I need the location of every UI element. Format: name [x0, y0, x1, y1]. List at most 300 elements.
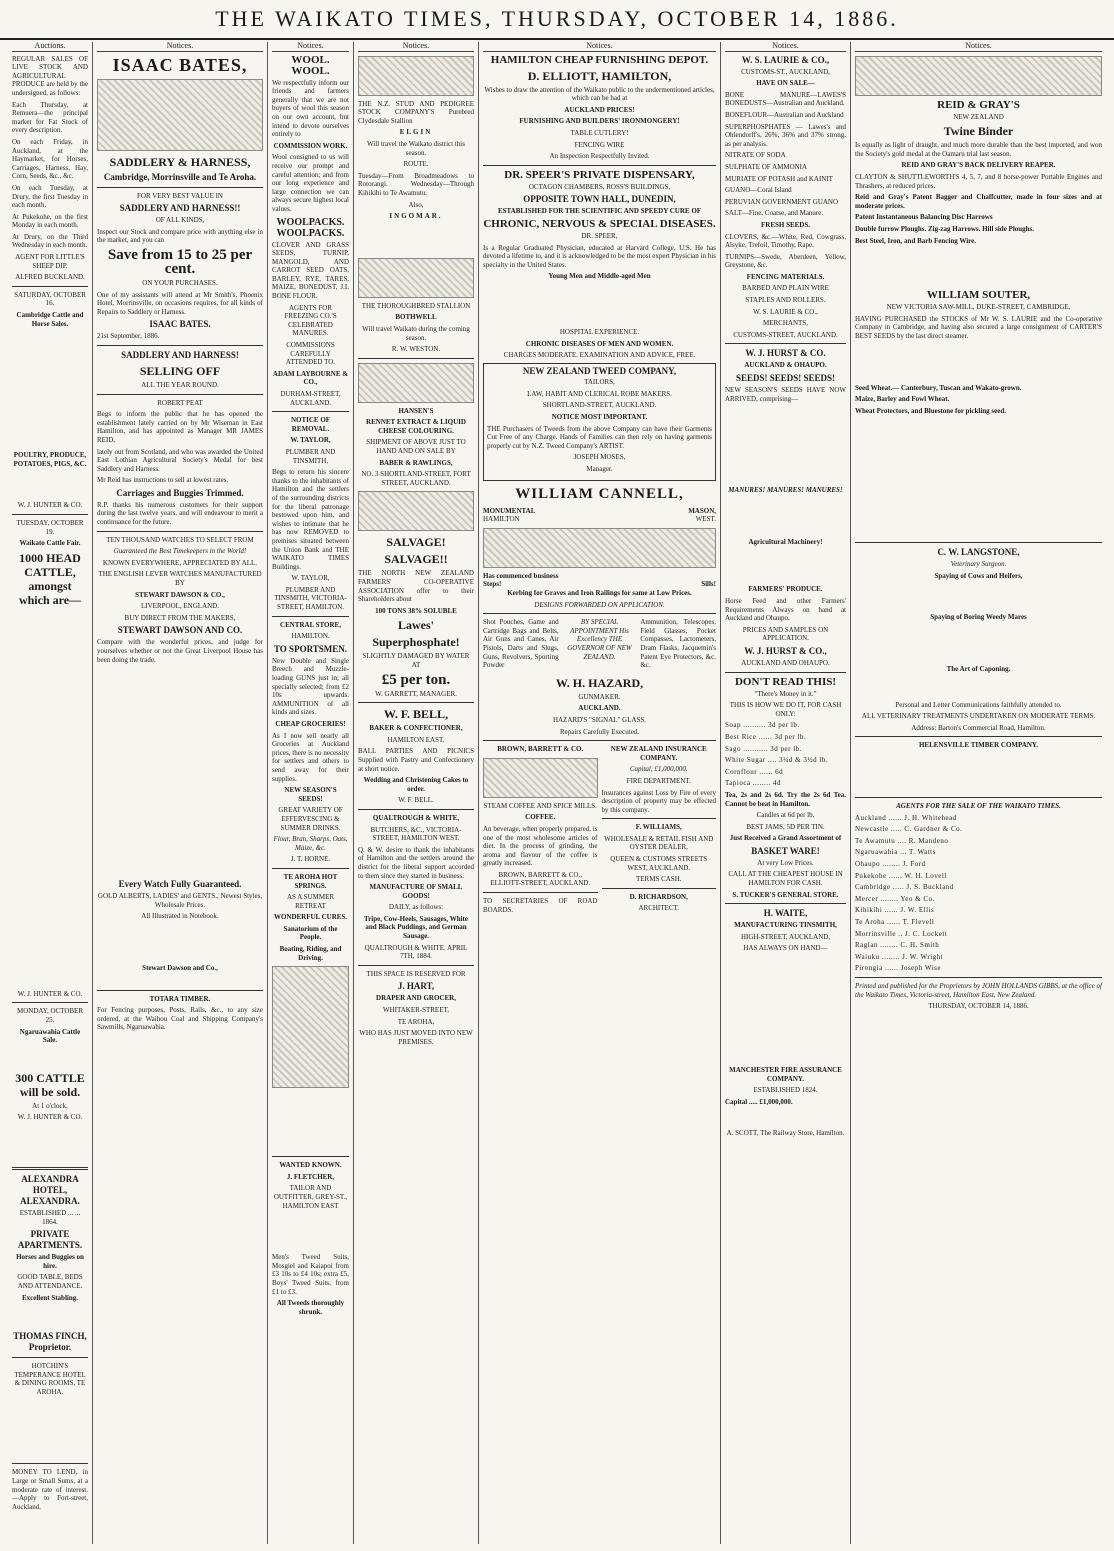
cooperative-seal — [358, 491, 474, 531]
agent-entry: Te Aroha ...... T. Flevell — [855, 917, 935, 926]
auctioneer-name: W. J. HUNTER & CO. — [17, 1113, 83, 1122]
ad-text: Wool consigned to us will receive our prompt and careful attention; and from our long experience and large connection we can always secure highest local values. — [272, 153, 349, 213]
agent-entry: Raglan ........ C. H. Smith — [855, 941, 940, 950]
ad-text: HAMILTON — [483, 515, 520, 524]
ad-text: New Double and Single Breech and Muzzle-loading GUNS just in; all specially selected; from £2 10s upwards. AMMUNITION of all kinds and sizes. — [272, 656, 349, 717]
ad-headline: OPPOSITE TOWN HALL, DUNEDIN, — [523, 194, 676, 205]
stallion-illustration — [358, 56, 474, 96]
agent-entry: Ngaruawahia ... T. Watts — [855, 848, 936, 857]
ad-name: DR. SPEER, — [581, 231, 618, 240]
ad-name: W. TAYLOR, — [290, 436, 331, 445]
horse-name: INGOMAR. — [389, 212, 443, 221]
ad-text: MERCHANTS, — [763, 319, 808, 328]
ad-text: THIS IS HOW WE DO IT, FOR CASH ONLY: — [729, 701, 842, 718]
ad-title: WOOL. WOOL. — [291, 53, 330, 77]
column-heading: Notices. — [272, 42, 349, 52]
ad-name: W. H. HAZARD, — [555, 675, 644, 690]
ad-text: SHORTLAND-STREET, AUCKLAND. — [542, 401, 657, 410]
auction-text: Each Thursday, at Remuera—the principal market for Fat Stock of every description. — [12, 100, 88, 135]
ad-name: F. WILLIAMS, — [635, 823, 682, 832]
stallion-illustration — [358, 258, 474, 298]
sale-date: TUESDAY, OCTOBER 19. — [16, 519, 84, 536]
ad-text: AS A SUMMER RETREAT — [286, 893, 335, 910]
ad-text: Q. & W. desire to thank the inhabitants of Hamilton and the settlers around the district for the liberal support accorded to them since they started in business. — [358, 845, 474, 880]
ad-text: Sanatorium of the People. — [283, 924, 338, 942]
column-heading: Notices. — [358, 42, 474, 52]
ad-text: WHITAKER-STREET, — [383, 1006, 449, 1015]
ad-title: ISAAC BATES, — [112, 54, 248, 75]
ad-text: PLUMBER AND TINSMITH, — [285, 447, 336, 465]
ad-headline: CHEAP GROCERIES! — [275, 720, 346, 728]
ad-text: Stewart Dawson and Co., — [142, 963, 218, 972]
ad-text: SADDLERY AND HARNESS!! — [119, 203, 241, 214]
ad-text: At very Low Prices. — [757, 858, 814, 867]
ad-headline: Superphosphate! — [372, 635, 460, 650]
price-item: Tapioca ........ 4d — [725, 779, 782, 788]
ad-text: Reid and Gray's Patent Bagger and Chaffcutter, made in four sizes and at moderate prices. — [855, 193, 1102, 210]
column-auctions — [8, 42, 92, 1544]
ad-headline: TO SPORTSMEN. — [273, 643, 348, 654]
ad-headline: DON'T READ THIS! — [734, 675, 837, 688]
ad-text: Steps! — [483, 580, 502, 589]
ad-text: "There's Money in it." — [754, 689, 817, 698]
proprietor-name: THOMAS FINCH, Proprietor. — [13, 1331, 87, 1353]
cattle-headline: 300 CATTLE will be sold. — [15, 1070, 85, 1099]
price-item: Cornflour ...... 6d — [725, 767, 784, 776]
agents-heading: AGENTS FOR THE SALE OF THE WAIKATO TIMES. — [896, 802, 1061, 811]
ad-text: HAMILTON EAST. — [387, 735, 445, 744]
ad-name: D. ELLIOTT, HAMILTON, — [527, 68, 672, 83]
ad-text: SUPERPHOSPHATES — Lawes's and Ohlendorff's, 26%, 36% and 37% strong, as per analysis. — [725, 122, 846, 148]
ad-name: H. WAITE, — [763, 908, 808, 919]
ad-headline: CENTRAL STORE, — [280, 620, 341, 629]
ad-text: STAPLES AND ROLLERS. — [745, 296, 826, 305]
ad-title: NEW ZEALAND INSURANCE COMPANY. — [610, 745, 707, 762]
ad-headline: Twine Binder — [943, 124, 1014, 139]
ad-text: One of my assistants will attend at Mr Smith's, Phoenix Hotel, Morrinsville, on occasions requires, for all kinds of Repairs to Saddlery or Harness. — [97, 290, 263, 316]
auction-text: GOOD TABLE, BEDS AND ATTENDANCE. — [17, 1273, 83, 1290]
ad-text: Address: Barton's Commercial Road, Hamilton. — [911, 723, 1046, 732]
agent-list — [855, 814, 1102, 973]
ad-name: BABER & RAWLINGS, — [379, 458, 453, 467]
hazard-grid — [483, 618, 716, 673]
ad-text: Is equally as light of draught, and much more durable than the best imported, and won the Society's gold medal at the Oamaru trial last season. — [855, 141, 1102, 158]
ad-headline: AUCKLAND PRICES! — [564, 105, 635, 114]
auction-text: At Pukekohe, on the first Monday in each month. — [12, 212, 88, 230]
ad-text: lately out from Scotland, and who was awarded the United East Lothian Agricultural Society's Medal for best Saddlery and Harness. — [97, 447, 263, 473]
ad-text: Tripe, Cow-Heels, Sausages, White and Black Puddings, and German Sausage. — [364, 914, 468, 941]
ad-text: HAS ALWAYS ON HAND— — [743, 944, 828, 953]
ad-text: GREAT VARIETY OF EFFERVESCING & SUMMER DRINKS. — [278, 806, 343, 832]
ad-text: OF ALL KINDS, — [155, 216, 205, 225]
ad-headline: SELLING OFF — [139, 363, 221, 378]
ad-text: MANUFACTURING TINSMITH, — [734, 921, 837, 930]
ad-text: THE NORTH NEW ZEALAND FARMERS' CO-OPERATIVE ASSOCIATION offer to their Shareholders about — [358, 569, 474, 604]
column-heading: Notices. — [97, 42, 263, 52]
ad-headline: Save from 15 to 25 per cent. — [107, 246, 253, 277]
ad-text: SALT—Fine, Coarse, and Manure. — [725, 209, 824, 218]
ad-text: THIS SPACE IS RESERVED FOR — [366, 969, 466, 978]
ad-name: ADAM LAYBOURNE & CO., — [272, 369, 349, 387]
ad-text: CUSTOMS-STREET, AUCKLAND. — [733, 330, 838, 339]
ad-text: NO. 3 SHORTLAND-STREET, FORT STREET, AUCKLAND. — [361, 470, 471, 487]
ad-headline: REID AND GRAY'S BACK DELIVERY REAPER. — [901, 161, 1056, 170]
ad-name: QUALTROUGH & WHITE, — [372, 813, 460, 822]
ad-text: Ammunition, Telescopes, Field Glasses, Pocket Compasses, Lactometers, Dram Flasks, Jacquemin's Patent Eye Protectors, &c. &c. — [640, 618, 716, 670]
ad-headline: COFFEE. — [525, 813, 556, 822]
ad-text: R.P. thanks his numerous customers for their support during the last twelve years, and will endeavour to merit a continuance for the future. — [97, 500, 263, 527]
ad-text: Tea, 2s and 2s 6d. Try the 2s 6d Tea. Cannot be beat in Hamilton. — [725, 790, 846, 808]
ad-text: THE Purchasers of Tweeds from the above Company can have their Garments Cut Free of any Charge. Hands of Families can then rely on having garments properly cut by N.Z. Tweed Company's ARTIST. — [487, 424, 712, 450]
hotel-name: ALEXANDRA HOTEL, ALEXANDRA. — [20, 1173, 80, 1206]
ad-text: CLOVERS, &c.—White, Red, Cowgrass, Alsyke, Trefoil, Timothy, Rape. — [725, 232, 846, 250]
ad-text: DURHAM-STREET, AUCKLAND. — [280, 390, 341, 407]
ad-text: CHARGES MODERATE. EXAMINATION AND ADVICE, FREE. — [503, 351, 696, 360]
ad-subtitle: Cambridge, Morrinsville and Te Aroha. — [103, 171, 257, 182]
ad-text: Will travel Waikato during the coming season. — [362, 324, 470, 342]
ad-text: AUCKLAND. — [578, 704, 621, 713]
tweed-company-box — [483, 363, 716, 481]
ad-text: Men's Tweed Suits, Mosgiel and Kaiapoi from £3 10s to £4 10s; extra £5, Boys' Tweed Suits, from £1 to £3. — [272, 1253, 349, 1296]
ad-text: THE N.Z. STUD AND PEDIGREE STOCK COMPANY'S Purebred Clydesdale Stallion — [358, 99, 474, 125]
ad-text: Capital, £1,000,000. — [629, 765, 688, 774]
ad-text: Shot Pouches, Game and Cartridge Bags and Belts, Air Guns and Canes, Air Pistols, Darts and Slugs, Guns, Revolvers, Sporting Powder — [483, 618, 559, 670]
auctioneer-name: ALFRED BUCKLAND. — [15, 273, 85, 282]
ad-text: An beverage, when properly prepared, is one of the most wholesome articles of diet. In the process of grinding, the aroma and flavour of the coffee is greatly increased. — [483, 824, 598, 868]
ad-headline: Every Watch Fully Guaranteed. — [118, 879, 242, 890]
ad-headline: Lawes' — [398, 618, 434, 633]
ad-headline: Carriages and Buggies Trimmed. — [116, 487, 244, 498]
ad-headline: STEWART DAWSON AND CO. — [117, 625, 243, 636]
ad-title: WOOLPACKS. WOOLPACKS. — [276, 216, 345, 239]
ad-text: HIGH-STREET, AUCKLAND, — [740, 932, 831, 941]
ad-text: MURIATE OF POTASH and KAINIT — [725, 174, 833, 183]
masthead: THE WAIKATO TIMES, THURSDAY, OCTOBER 14, 1886. — [0, 0, 1114, 40]
cattle-headline: 1000 HEAD CATTLE, amongst which are— — [18, 550, 82, 607]
ad-text: Tuesday—From Broadmeadows to Rotorangi. Wednesday—Through Kihikihi to Te Awamutu. — [358, 171, 474, 197]
ad-text: TAILORS, — [584, 378, 615, 387]
ad-text: HOSPITAL EXPERIENCE. — [559, 327, 640, 336]
auction-text: AGENT FOR LITTLE'S SHEEP DIP. — [15, 253, 85, 270]
ad-text: Repairs Carefully Executed. — [559, 727, 640, 736]
ad-text: As I now sell nearly all Groceries at Auckland prices, there is no necessity for settlers and others to send away for their supplies. — [272, 731, 349, 783]
ad-text: KNOWN EVERYWHERE, APPRECIATED BY ALL. — [102, 558, 258, 567]
ad-name: S. TUCKER'S GENERAL STORE. — [732, 890, 839, 899]
ad-signature: ISAAC BATES. — [149, 319, 211, 330]
ad-text: Is a Regular Graduated Physician, educated at Harvard College, U.S. He has devoted a lifetime to, and it is acknowledged to be the most expert Physician in his specialty in the United States. — [483, 243, 716, 269]
ad-title: NEW ZEALAND TWEED COMPANY, — [522, 365, 677, 376]
ad-text: Patent Instantaneous Balancing Disc Harrows — [855, 213, 993, 222]
ad-text: SHIPMENT OF ABOVE JUST TO HAND AND ON SALE BY — [366, 438, 466, 456]
mason-row — [483, 572, 716, 581]
ad-text: COMMISSION WORK. — [273, 141, 348, 150]
ad-text: Wishes to draw the attention of the Waikato public to the undermentioned articles, which can be had at — [484, 85, 715, 103]
coffee-tin-illustration — [483, 758, 598, 798]
ad-text: 100 TONS 38% SOLUBLE — [375, 606, 457, 615]
ad-name: HANSEN'S — [398, 406, 434, 415]
ad-text: Begs to return his sincere thanks to the inhabitants of Hamilton and the settlers of the surrounding districts for the liberal patronage bestowed upon him, and wishes to intimate that he has now REMOVED to premises situated between the Union Bank and THE WAIKATO TIMES Buildings. — [272, 468, 349, 571]
ad-text: TE AROHA, — [397, 1017, 435, 1026]
ad-text: All Tweeds thoroughly shrunk. — [276, 1299, 345, 1316]
ad-headline: SALVAGE!! — [384, 552, 448, 567]
ad-headline: TEN THOUSAND WATCHES TO SELECT FROM — [106, 535, 254, 544]
ad-text: ESTABLISHED 1824. — [753, 1086, 818, 1095]
mason-row — [483, 507, 716, 516]
newspaper-columns — [8, 42, 1106, 1544]
ad-text: Compare with the wonderful prices, and judge for yourselves whether or not the Great Liverpool House has been doing the trade. — [97, 638, 263, 664]
agent-entry: Cambridge ..... J. S. Buckland — [855, 883, 954, 892]
ad-text: LAW, HABIT AND CLERICAL ROBE MAKERS. — [527, 389, 672, 398]
mason-row — [483, 515, 716, 524]
ad-text: MONUMENTAL — [483, 506, 536, 515]
ad-name: W. J. HURST & CO. — [745, 348, 826, 359]
ad-text: HAZARD'S "SIGNAL" GLASS. — [552, 715, 647, 724]
ad-text: Mr Reid has instructions to sell at lowest rates. — [97, 476, 229, 485]
ad-name: W. F. BELL, — [383, 707, 449, 722]
ad-headline: MANURES! MANURES! MANURES! — [728, 486, 843, 495]
ad-name: BROWN, BARRETT & CO. — [497, 745, 584, 754]
ad-text: PRICES AND SAMPLES ON APPLICATION. — [742, 625, 829, 643]
ad-text: NITRATE OF SODA — [725, 151, 786, 160]
analysis-table — [272, 966, 349, 1088]
ad-text: PLUMBER AND TINSMITH, VICTORIA-STREET, HAMILTON. — [274, 585, 347, 612]
ad-text: BUY DIRECT FROM THE MAKERS, — [124, 613, 236, 622]
ad-headline: BASKET WARE! — [751, 845, 820, 856]
ad-text: CUSTOMS-ST., AUCKLAND, — [741, 67, 830, 76]
auction-text: On each Tuesday, at Drury, the first Tuesday in each month. — [12, 183, 88, 210]
agent-entry: Pukekohe ...... W. H. Lovell — [855, 871, 947, 880]
column-notices-5 — [720, 42, 850, 1544]
ad-text: CHRONIC DISEASES OF MEN AND WOMEN. — [525, 339, 674, 348]
ad-title: HAMILTON CHEAP FURNISHING DEPOT. — [490, 53, 709, 66]
ad-text: DESIGNS FORWARDED ON APPLICATION. — [534, 600, 665, 609]
auction-text: On each Friday, in Auckland, at the Haymarket, for Horses, Carriages, Harness, Hay, Corn, Seeds, &c., &c. — [12, 137, 88, 181]
price-item: Best Rice ...... 3d per lb. — [725, 732, 807, 741]
price-item: Sago ........... 3d per lb. — [725, 744, 802, 753]
ad-text: HAVE ON SALE— — [756, 79, 815, 88]
mason-row — [483, 580, 716, 589]
column-heading: Notices. — [855, 42, 1102, 52]
hotel-name: HOTCHIN'S TEMPERANCE HOTEL & DINING ROOMS, TE AROHA. — [14, 1362, 86, 1396]
auction-text: At Drury, on the Third Wednesday in each month. — [12, 232, 88, 250]
ad-name: W. S. LAURIE & CO., — [753, 307, 818, 316]
ad-title: REID & GRAY'S — [937, 98, 1020, 111]
ad-text: Just Received a Grand Assortment of — [729, 834, 842, 843]
ad-text: BONEFLOUR—Australian and Auckland — [725, 110, 844, 119]
ad-text: WHO HAS JUST MOVED INTO NEW PREMISES. — [359, 1029, 473, 1046]
ad-name: D. RICHARDSON, — [629, 892, 688, 901]
ad-text: Personal and Letter Communications faithfully attended to. — [895, 700, 1062, 709]
ad-text: Kerbing for Graves and Iron Railings for same at Low Prices. — [507, 589, 692, 597]
ad-text: CLAYTON & SHUTTLEWORTH'S 4, 5, 7, and 8 horse-power Portable Engines and Thrashers, at reduced prices. — [855, 172, 1102, 190]
ad-text: STEAM COFFEE AND SPICE MILLS. — [483, 801, 597, 810]
agent-entry: Morrinsville .. J. C. Lockett — [855, 929, 948, 938]
ad-text: NEW SEASON'S SEEDS HAVE NOW ARRIVED, comprising— — [725, 386, 846, 403]
agent-entry: Auckland ...... J. H. Whitehead — [855, 813, 957, 822]
ad-text: Spaying of Cows and Heifers, — [934, 571, 1023, 580]
ad-text: Horse Feed and other Farmers' Requirements Always on hand at Auckland and Ohaupo. — [725, 597, 846, 623]
ad-text: ESTABLISHED FOR THE SCIENTIFIC AND SPEEDY CURE OF — [497, 207, 702, 216]
price-item: Soap .......... 3d per lb. — [725, 721, 800, 730]
trademark-seal — [855, 56, 1102, 96]
ad-text: BONE MANURE—LAWES'S BONEDUSTS—Australian and Auckland. — [725, 90, 846, 108]
ad-text: Young Men and Middle-aged Men — [548, 272, 651, 281]
auction-text: At 1 o'clock. — [32, 1101, 68, 1110]
ad-text: THE THOROUGHBRED STALLION — [361, 301, 471, 310]
ad-text: Flour, Bran, Sharps, Oats, Maize, &c. — [273, 835, 348, 852]
agent-entry: Pirongia ...... Joseph Wise — [855, 964, 942, 973]
ad-text: ARCHITECT. — [638, 904, 679, 913]
ad-text: CLOVER AND GRASS SEEDS, TURNIP, MANGOLD, AND CARROT SEED OATS, BARLEY, RYE, TARES, MAIZE, BONEDUST, J.I. BONE FLOUR. — [272, 240, 349, 301]
ad-headline: FARMERS' PRODUCE. — [748, 585, 823, 594]
ad-headline: CHRONIC, NERVOUS & SPECIAL DISEASES. — [483, 217, 716, 230]
ad-headline: SADDLERY AND HARNESS! — [121, 349, 239, 360]
ad-name: WILLIAM SOUTER, — [926, 289, 1031, 302]
ad-title: HELENSVILLE TIMBER COMPANY. — [918, 741, 1039, 750]
ad-title: MANCHESTER FIRE ASSURANCE COMPANY. — [729, 1066, 842, 1083]
ad-text: Will travel the Waikato district this season. — [367, 139, 465, 157]
ad-subtitle: SADDLERY & HARNESS, — [109, 154, 251, 169]
sale-title: Ngaruawahia Cattle Sale. — [19, 1027, 81, 1045]
ad-text: FOR VERY BEST VALUE IN — [137, 191, 223, 200]
sale-title: Waikato Cattle Fair. — [19, 539, 81, 548]
ad-text: AUCKLAND & OHAUPO. — [744, 361, 827, 370]
column-notices-3 — [353, 42, 478, 1544]
coffee-ad — [483, 745, 598, 917]
column-heading: Notices. — [483, 42, 716, 52]
ad-name: C. W. LANGSTONE, — [937, 547, 1020, 558]
horse-illustration — [97, 79, 263, 151]
ad-text: GOLD ALBERTS, LADIES' and GENTS., Newest Styles, Wholesale Prices. — [97, 892, 263, 909]
sale-date: SATURDAY, OCTOBER 16. — [14, 290, 86, 308]
ad-text: Inspect our Stock and compare price with anything else in the market, and you can — [97, 227, 263, 245]
ad-name: J. FLETCHER, — [286, 1172, 335, 1181]
ad-text: Veterinary Surgeon. — [950, 560, 1007, 569]
column-notices-4 — [478, 42, 720, 1544]
ad-headline: MANUFACTURE OF SMALL GOODS! — [369, 883, 463, 900]
ad-text: BY SPECIAL APPOINTMENT His Excellency THE GOVERNOR OF NEW ZEALAND. — [567, 618, 632, 661]
coffee-insurance-grid — [483, 745, 716, 917]
insurance-ad — [602, 745, 717, 917]
ad-name: R. W. WESTON. — [391, 345, 441, 354]
ad-date: 21st September, 1886. — [97, 332, 160, 341]
auction-text: POULTRY, PRODUCE, POTATOES, PIGS, &C. — [13, 451, 87, 468]
ad-headline: TOTARA TIMBER. — [149, 994, 211, 1003]
ad-headline: SEEDS! SEEDS! SEEDS! — [735, 373, 836, 384]
ad-text: Guaranteed the Best Timekeepers in the World! — [113, 547, 247, 556]
ad-text: BARBED AND PLAIN WIRE — [742, 284, 829, 293]
ad-name: JOSEPH MOSES, — [573, 453, 626, 462]
ad-text: For Fencing purposes, Posts, Rails, &c., to any size ordered, at the Waihou Coal and Shipping Company's Sawmills, Ngaruawahia. — [97, 1006, 263, 1032]
ad-text: WEST. — [695, 515, 716, 524]
auction-text: ESTABLISHED ... ... 1864. — [19, 1208, 81, 1226]
ad-text: All Illustrated in Notebook. — [141, 912, 219, 921]
imprint-date: THURSDAY, OCTOBER 14, 1886. — [928, 1002, 1029, 1011]
column-notices-6 — [850, 42, 1106, 1544]
ad-text: BUTCHERS, &C., VICTORIA-STREET, HAMILTON WEST. — [370, 825, 462, 843]
price-item: White Sugar .... 3¼d & 3½d lb. — [725, 756, 829, 765]
ad-text: Double furrow Ploughs. Zig-zag Harrows. Hill side Ploughs. — [855, 224, 1035, 233]
ad-text: COMMISSIONS CAREFULLY ATTENDED TO. — [285, 341, 336, 367]
ad-text: GUNMAKER. — [578, 692, 621, 701]
ad-text: Wheat Protectors, and Bluestone for pickling seed. — [855, 406, 1007, 415]
ad-text: NEW ZEALAND — [953, 112, 1004, 121]
ad-price: £5 per ton. — [381, 671, 451, 688]
ad-text: Sills! — [701, 580, 716, 589]
ad-text: An Inspection Respectfully Invited. — [549, 152, 650, 161]
ad-text: TO SECRETARIES OF ROAD BOARDS. — [483, 897, 598, 914]
ad-headline: Agricultural Machinery! — [748, 537, 823, 546]
imprint: Printed and published for the Proprietors by JOHN HOLLANDS GIBBS, at the office of the Waikato Times, Victoria-street, Hamilton East, New Zealand. — [855, 981, 1102, 999]
ad-title: DR. SPEER'S PRIVATE DISPENSARY, — [504, 168, 695, 181]
ad-text: QUEEN & CUSTOMS STREETS WEST, AUCKLAND. — [610, 855, 708, 872]
ad-text: Spaying of Boring Weedy Mares — [930, 613, 1027, 622]
ad-name: ROBERT PEAT — [157, 398, 203, 407]
auction-text: Excellent Stabling. — [21, 1293, 78, 1302]
ad-headline: NEW SEASON'S SEEDS! — [284, 786, 337, 803]
ad-text: Also, — [408, 200, 424, 209]
ad-text: BEST JAMS, 5D PER TIN. — [746, 822, 825, 831]
auction-text: REGULAR SALES OF LIVE STOCK AND AGRICULTURAL PRODUCE are held by the undersigned, as follows: — [12, 54, 88, 97]
monument-illustration — [483, 528, 716, 568]
ad-text: TERMS CASH. — [635, 875, 682, 884]
agent-entry: Waiuku ........ J. W. Wright — [855, 952, 944, 961]
ad-text: ALL THE YEAR ROUND. — [141, 380, 219, 389]
ad-name: W. J. HURST & CO., — [744, 645, 827, 656]
agent-entry: Newcastle ..... C. Gardner & Co. — [855, 825, 963, 834]
auction-text: MONEY TO LEND, in Large or Small Sums, at a moderate rate of interest.—Apply to Fort-street, Auckland. — [12, 1468, 88, 1511]
ad-name: W. TAYLOR, — [291, 574, 330, 583]
auction-text: Horses and Buggies on hire. — [16, 1253, 84, 1270]
column-heading: Auctions. — [12, 42, 88, 52]
ad-text: CALL AT THE CHEAPEST HOUSE IN HAMILTON FOR CASH. — [728, 870, 843, 888]
ad-text: ON YOUR PURCHASES. — [142, 278, 218, 287]
ad-text: WONDERFUL CURES. — [273, 913, 348, 922]
ad-name: J. T. HORNE. — [290, 855, 331, 864]
auctioneer-name: W. J. HUNTER & CO. — [17, 501, 83, 510]
ad-headline: RENNET EXTRACT & LIQUID CHEESE COLOURING. — [366, 418, 466, 435]
ad-text: FENCING WIRE — [574, 140, 625, 149]
ad-title: WILLIAM CANNELL, — [515, 485, 684, 502]
ad-headline: FENCING MATERIALS. — [746, 272, 825, 281]
ad-text: TABLE CUTLERY! — [570, 128, 629, 137]
ad-text: We respectfully inform our friends and farmers generally that we are not buyers of wool this season on our own account, but intend to devote ourselves entirely to — [272, 78, 349, 139]
ad-text: WHOLESALE & RETAIL FISH AND OYSTER DEALER, — [604, 834, 714, 852]
ad-headline: TE AROHA HOT SPRINGS. — [283, 872, 338, 890]
ad-text: A. SCOTT, The Railway Store, Hamilton. — [726, 1129, 845, 1138]
sale-title: Cambridge Cattle and Horse Sales. — [16, 311, 84, 328]
agent-entry: Ohaupo ........ J. Ford — [855, 860, 926, 868]
ad-text: FIRE DEPARTMENT. — [626, 776, 691, 785]
ad-text: The Art of Caponing. — [946, 665, 1011, 674]
ad-text: GUANO—Coral Island — [725, 186, 792, 195]
ad-text: STEWART DAWSON & CO., — [135, 590, 225, 599]
ad-text: SULPHATE OF AMMONIA — [725, 162, 808, 171]
column-notices-2 — [267, 42, 353, 1544]
ad-text: Maize, Barley and Fowl Wheat. — [855, 395, 950, 404]
column-notices-1 — [92, 42, 267, 1544]
ad-text: Seed Wheat.— Canterbury, Tuscan and Wakato-grown. — [855, 383, 1022, 392]
ad-headline: FRESH SEEDS. — [760, 220, 811, 229]
agent-entry: Mercer ........ Yeo & Co. — [855, 894, 935, 903]
ad-headline: WANTED KNOWN. — [279, 1161, 342, 1170]
ad-text: Best Steel, Iron, and Barb Fencing Wire. — [855, 236, 977, 245]
agent-entry: Kihikihi ...... J. W. Ellis — [855, 906, 935, 915]
ad-text: TURNIPS—Swede, Aberdeen, Yellow, Greystone, &c. — [725, 252, 846, 270]
agent-entry: Te Awamutu .... R. Mandeno — [855, 836, 949, 845]
ad-text: OCTAGON CHAMBERS, ROSS'S BUILDINGS, — [528, 182, 671, 191]
ad-headline: NOTICE OF REMOVAL. — [290, 416, 331, 433]
